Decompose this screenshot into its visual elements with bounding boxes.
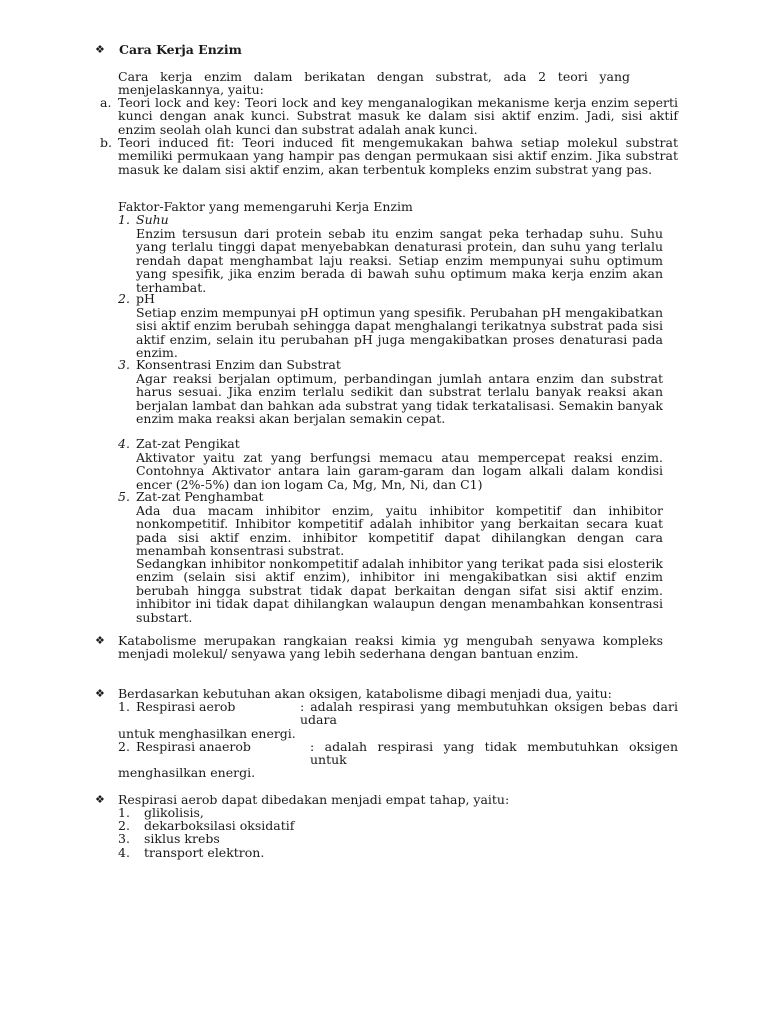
- bullet-diamond-icon: ❖: [95, 687, 105, 700]
- factors-heading: Faktor-Faktor yang memengaruhi Kerja Enzim: [118, 199, 413, 214]
- factor-body-ph: Setiap enzim mempunyai pH optimun yang spesifik. Perubahan pH mengakibatkan sisi aktif enzim berubah sehingga dapat menghalangi terikatnya substrat pada sisi aktif enzim, selain itu perubahan pH juga mengakibatkan proses denaturasi pada enzim.: [136, 305, 663, 361]
- bullet-diamond-icon: ❖: [95, 793, 105, 806]
- factor-body-penghambat-1: Ada dua macam inhibitor enzim, yaitu inhibitor kompetitif dan inhibitor nonkompetitif. Inhibitor kompetitif adalah inhibitor yang berkaitan secara kuat pada sisi aktif enzim. inhibitor kompetitif dapat dihilangkan dengan cara menambah konsentrasi substrat.: [136, 503, 663, 559]
- factor-body-suhu: Enzim tersusun dari protein sebab itu enzim sangat peka terhadap suhu. Suhu yang terlalu tinggi dapat menyebabkan denaturasi protein, dan suhu yang terlalu rendah dapat menghambat laju reaksi. Setiap enzim mempunyai suhu optimum yang spesifik, jika enzim berada di bawah suhu optimum maka kerja enzim akan terhambat.: [136, 226, 663, 295]
- factor-title-penghambat: Zat-zat Penghambat: [136, 489, 264, 504]
- tahap-intro: Respirasi aerob dapat dibedakan menjadi empat tahap, yaitu:: [118, 792, 510, 807]
- factor-title-konsentrasi: Konsentrasi Enzim dan Substrat: [136, 357, 341, 372]
- bullet-diamond-icon: ❖: [95, 634, 105, 647]
- katabolisme-text: Katabolisme merupakan rangkaian reaksi kimia yg mengubah senyawa kompleks menjadi molekul/ senyawa yang lebih sederhana dengan bantuan enzim.: [118, 633, 663, 662]
- respirasi-cont-aerob: untuk menghasilkan energi.: [118, 726, 296, 741]
- respirasi-cont-anaerob: menghasilkan energi.: [118, 765, 256, 780]
- respirasi-intro: Berdasarkan kebutuhan akan oksigen, katabolisme dibagi menjadi dua, yaitu:: [118, 686, 612, 701]
- factor-number: 2.: [118, 291, 130, 306]
- theory-induced-fit: Teori induced fit: Teori induced fit mengemukakan bahwa setiap molekul substrat memiliki permukaan yang hampir pas dengan permukaan sisi aktif enzim. Jika substrat masuk ke dalam sisi aktif enzim, akan terbentuk kompleks enzim substrat yang pas.: [118, 135, 678, 177]
- section-title: Cara Kerja Enzim: [119, 42, 242, 57]
- factor-number: 1.: [118, 212, 130, 227]
- theory-marker: a.: [100, 95, 112, 110]
- theory-lock-and-key: Teori lock and key: Teori lock and key menganalogikan mekanisme kerja enzim seperti kunci dengan anak kunci. Substrat masuk ke dalam sisi aktif enzim. Jadi, sisi aktif enzim seolah olah kunci dan substrat adalah anak kunci.: [118, 95, 678, 137]
- tahap-item: siklus krebs: [144, 831, 220, 846]
- factor-body-konsentrasi: Agar reaksi berjalan optimum, perbandingan jumlah antara enzim dan substrat harus sesuai. Jika enzim terlalu sedikit dan substrat terlalu banyak reaksi akan berjalan lambat dan bahkan ada substrat yang tidak terkatalisasi. Semakin banyak enzim maka reaksi akan berjalan semakin cepat.: [136, 371, 663, 427]
- respirasi-term-anaerob: Respirasi anaerob: [136, 739, 251, 754]
- tahap-item: transport elektron.: [144, 845, 265, 860]
- respirasi-number: 1.: [118, 699, 130, 714]
- factor-body-pengikat: Aktivator yaitu zat yang berfungsi memacu atau mempercepat reaksi enzim. Contohnya Aktivator antara lain garam-garam dan logam alkali dalam kondisi encer (2%-5%) dan ion logam Ca, Mg, Mn, Ni, dan C1): [136, 450, 663, 492]
- tahap-number: 1.: [118, 805, 130, 820]
- respirasi-number: 2.: [118, 739, 130, 754]
- factor-number: 3.: [118, 357, 130, 372]
- tahap-item: dekarboksilasi oksidatif: [144, 818, 295, 833]
- tahap-number: 3.: [118, 831, 130, 846]
- section-intro: Cara kerja enzim dalam berikatan dengan substrat, ada 2 teori yang menjelaskannya, yaitu:: [118, 69, 630, 98]
- tahap-number: 2.: [118, 818, 130, 833]
- tahap-number: 4.: [118, 845, 130, 860]
- factor-body-penghambat-2: Sedangkan inhibitor nonkompetitif adalah inhibitor yang terikat pada sisi elosterik enzim (selain sisi aktif enzim), inhibitor ini mengakibatkan sisi aktif enzim berubah hingga substrat tidak dapat berkaitan dengan sifat sisi aktif enzim. inhibitor ini tidak dapat dihilangkan walaupun dengan menambahkan konsentrasi substart.: [136, 556, 663, 625]
- theory-marker: b.: [100, 135, 112, 150]
- tahap-item: glikolisis,: [144, 805, 204, 820]
- bullet-diamond-icon: ❖: [95, 43, 105, 56]
- factor-title-suhu: Suhu: [136, 212, 169, 227]
- respirasi-term-aerob: Respirasi aerob: [136, 699, 236, 714]
- factor-title-ph: pH: [136, 291, 155, 306]
- respirasi-def-anaerob: : adalah respirasi yang tidak membutuhkan oksigen untuk: [310, 739, 678, 768]
- factor-number: 4.: [118, 436, 130, 451]
- respirasi-def-aerob: : adalah respirasi yang membutuhkan oksigen bebas dari udara: [300, 699, 678, 728]
- factor-title-pengikat: Zat-zat Pengikat: [136, 436, 240, 451]
- factor-number: 5.: [118, 489, 130, 504]
